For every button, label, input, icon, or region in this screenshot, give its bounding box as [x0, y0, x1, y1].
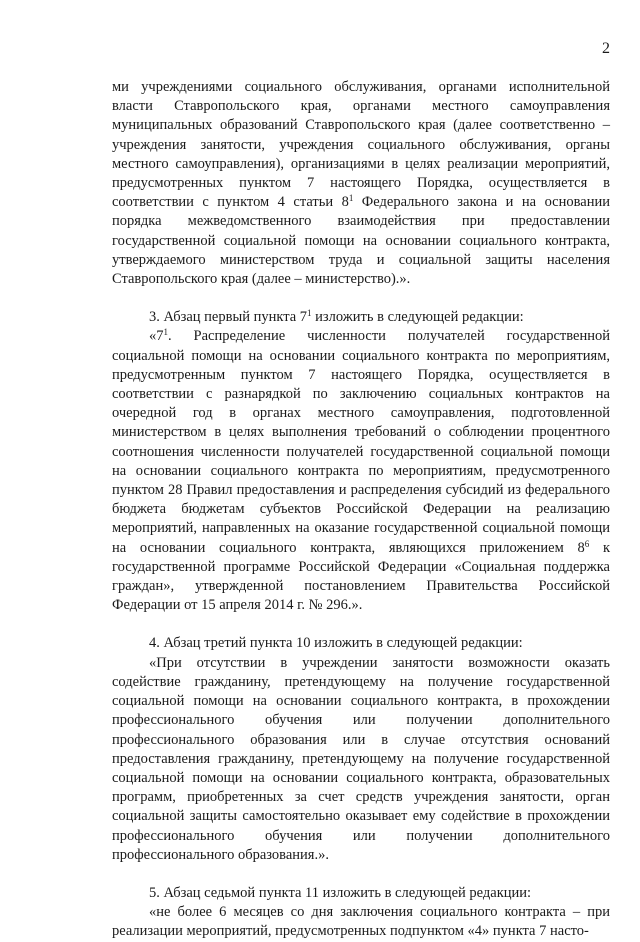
- superscript: 1: [163, 327, 168, 338]
- amendment-quote-5: «не более 6 месяцев со дня заключения социального контракта – при реализации мероприятий, предусмотренных подпунктом «4» пункта 7 насто-: [112, 904, 610, 940]
- text: ми учреждениями социального обслуживания, органами исполнительной власти Ставропольского края, органами местного самоуправления муниципальных образований Ставропольского края (далее соответственно – учреждения занятости, учреждения социального обслуживания, органы местного самоуправления), организациями в целях реализации мероприятий, предусмотренных пунктом 7 настоящего Порядка, осуществляется в соответствии с пунктом 4 статьи 8: [112, 79, 610, 211]
- text: к государственной программе Российской Федерации «Социальная поддержка граждан», утвержденной постановлением Правительства Российской Федерации от 15 апреля 2014 г. № 296.».: [112, 539, 611, 614]
- spacer: [112, 615, 610, 634]
- text: изложить в следующей редакции:: [311, 309, 524, 326]
- superscript: 6: [584, 538, 590, 549]
- superscript: 1: [307, 308, 312, 319]
- amendment-heading-3: [112, 308, 610, 327]
- amendment-quote-4: «При отсутствии в учреждении занятости возможности оказать содействие гражданину, претендующему на получение государственной социальной помощи на основании социального контракта, в прохождении профессионального обучения или получении дополнительного профессионального образования или в случае отсутствия оснований предоставления гражданину, претендующему на получение государственной социальной помощи на основании социального контракта, образовательных программ, приобретенных за счет средств учреждения занятости, орган социальной защиты самостоятельно оказывает ему содействие в прохождении профессионального обучения или получении дополнительного профессионального образования.».: [112, 654, 610, 863]
- superscript: 1: [348, 193, 354, 204]
- text: 3. Абзац первый пункта 7: [149, 309, 308, 326]
- text: «7: [149, 328, 164, 345]
- amendment-heading-5: 5. Абзац седьмой пункта 11 изложить в следующей редакции:: [149, 884, 532, 901]
- page-number: 2: [602, 40, 610, 57]
- amendment-quote-3: [112, 327, 610, 615]
- spacer: [112, 289, 610, 308]
- text: . Распределение численности получателей государственной социальной помощи на основании социального контракта по мероприятиям, предусмотренным пунктом 7 настоящего Порядка, осуществляется в соответствии с разнарядкой по заключению социальных контрактов на очередной год в органах местного самоуправления, подготовленной министерством в целях выполнения требований о соблюдении процентного соотношения численности получателей государственной социальной помощи на основании социального контракта по мероприятиям, предусмотренного пунктом 28 Правил предоставления и распределения субсидий из федерального бюджета бюджетам субъектов Российской Федерации на реализацию мероприятий, направленных на оказание государственной социальной помощи на основании социального контракта, являющихся приложением 8: [112, 328, 610, 556]
- text: Федерального закона и на основании порядка межведомственного взаимодействия при предоставлении государственной социальной помощи на основании социального контракта, утверждаемого министерством труда и социальной защиты населения Ставропольского края (далее – министерство).».: [112, 194, 610, 288]
- spacer: [112, 865, 610, 884]
- amendment-heading-4: 4. Абзац третий пункта 10 изложить в следующей редакции:: [149, 635, 523, 652]
- document-body: [112, 78, 610, 942]
- paragraph-continuation: [112, 78, 610, 289]
